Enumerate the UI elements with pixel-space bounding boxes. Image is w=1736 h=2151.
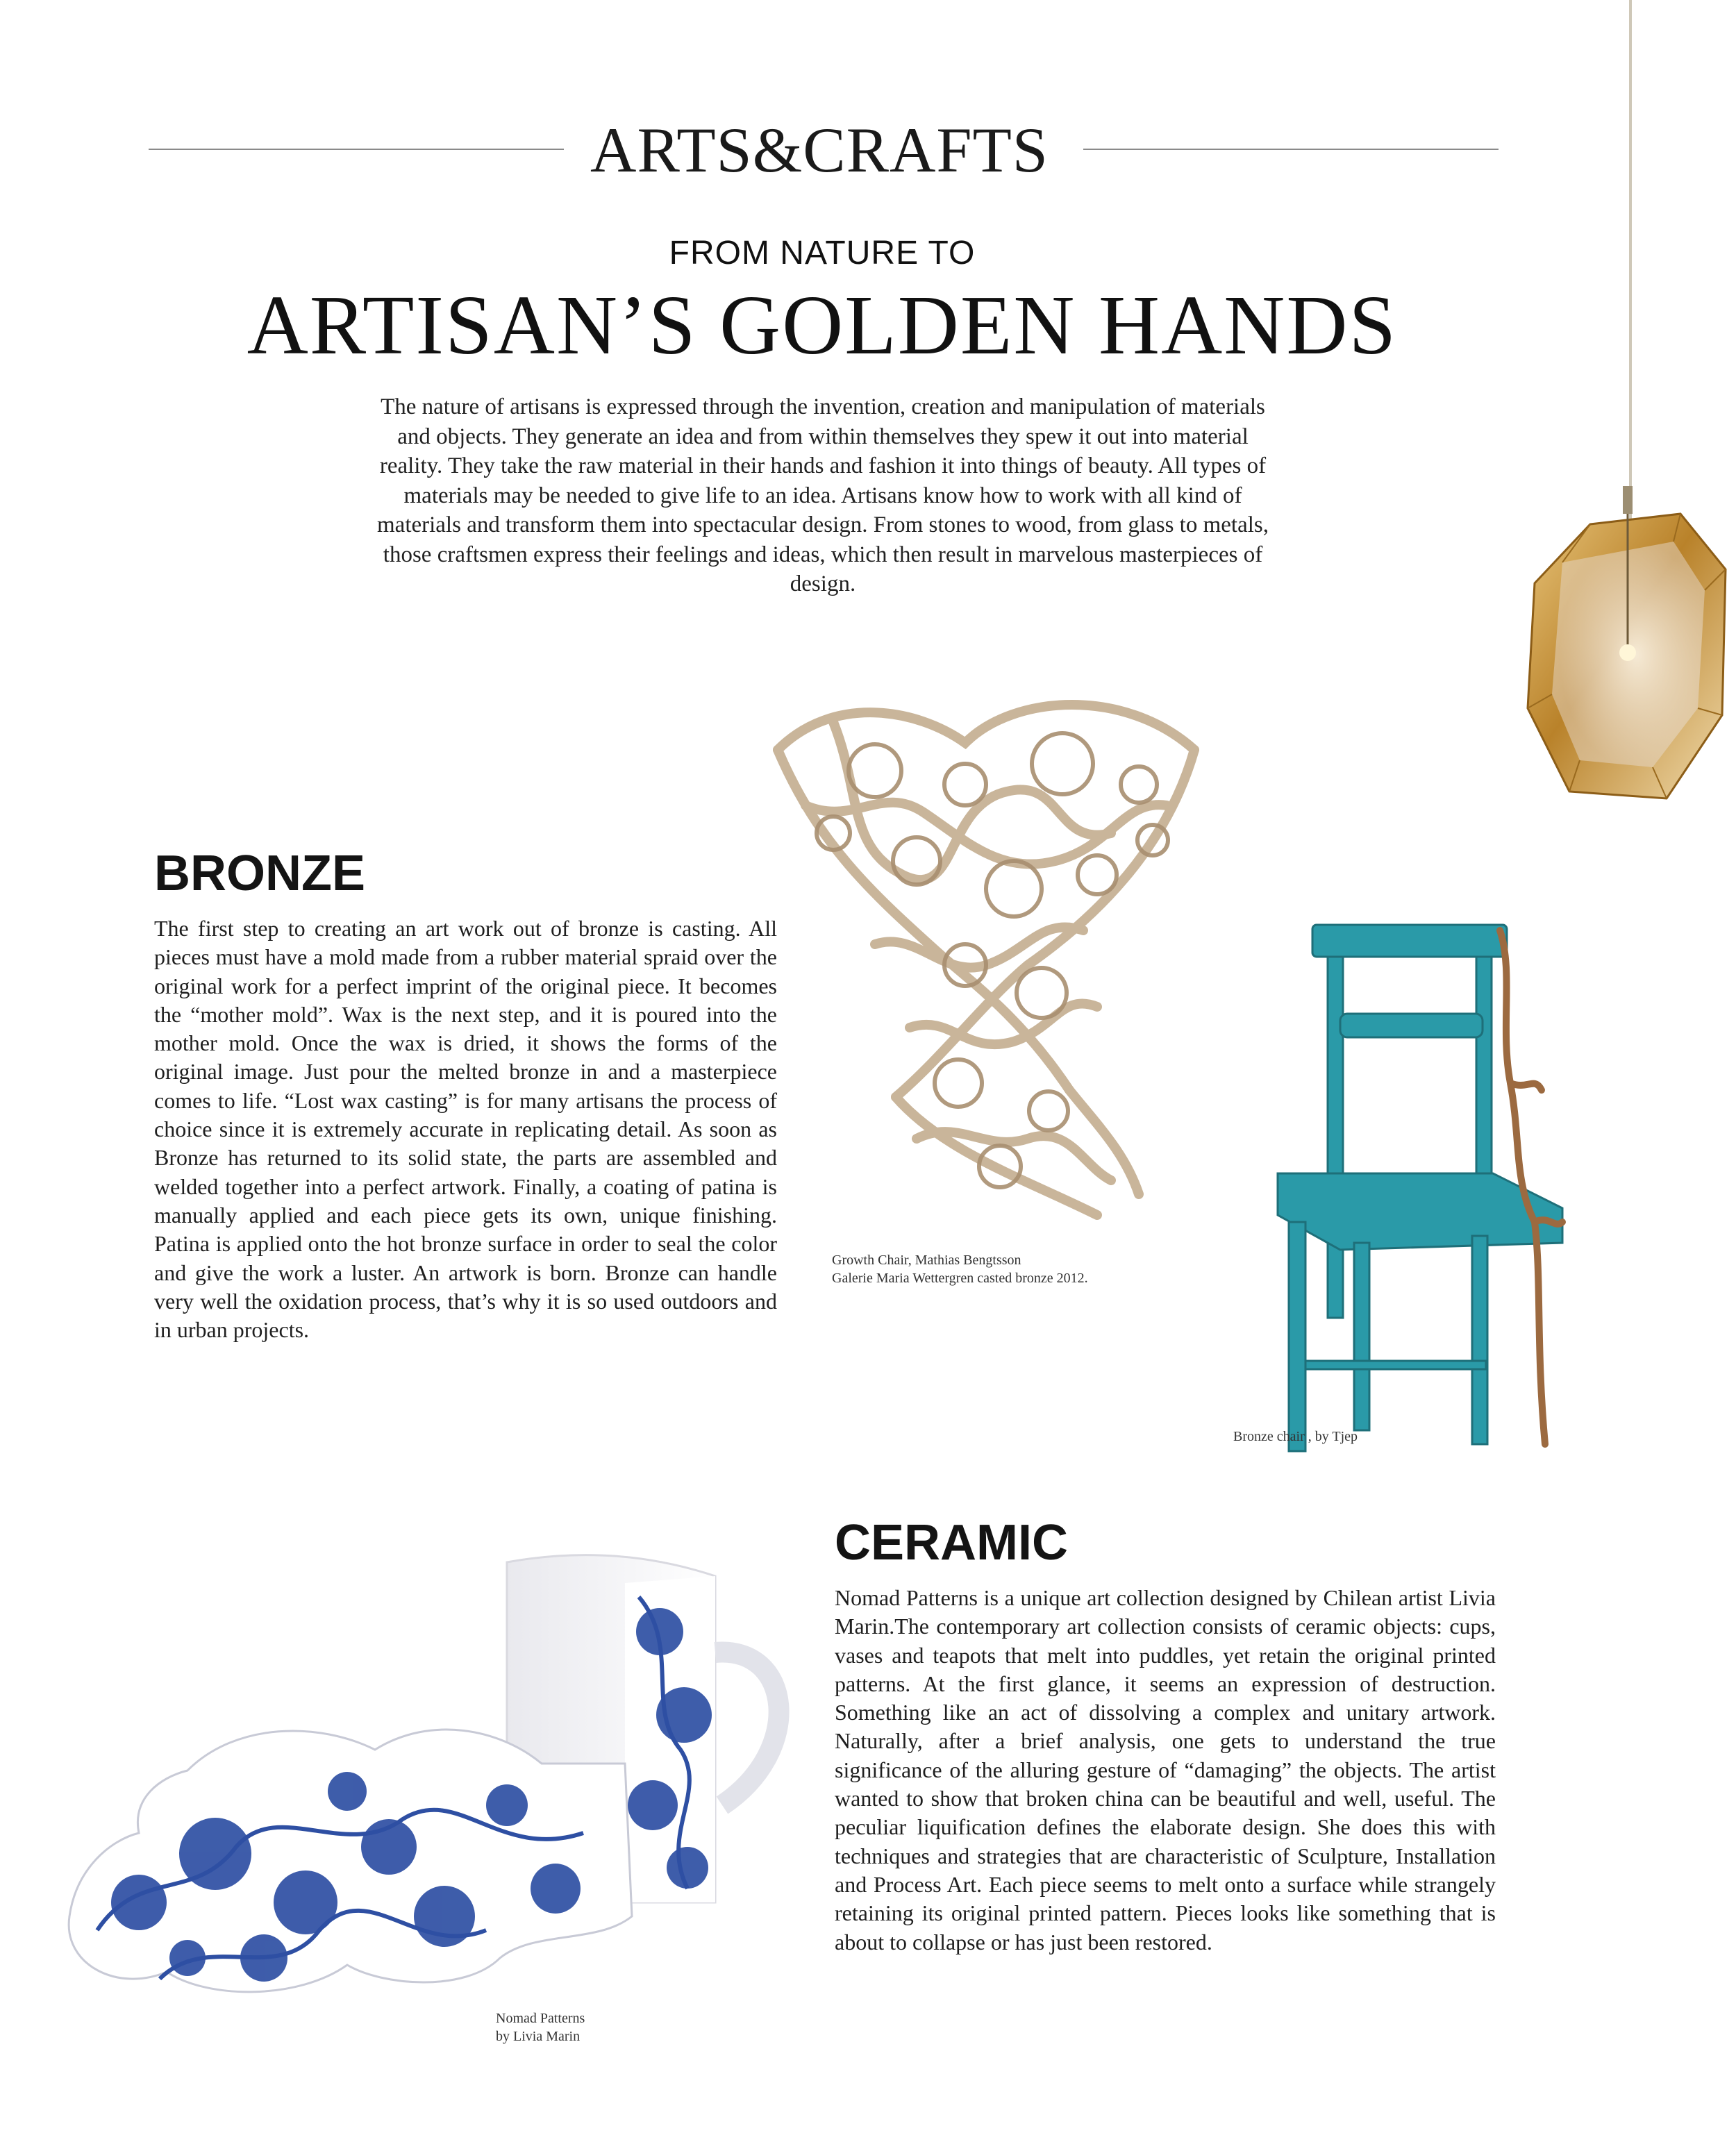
nomad-patterns-image [56,1541,833,2027]
caption-nomad-line2: by Livia Marin [496,2029,581,2044]
caption-nomad-line1: Nomad Patterns [496,2011,585,2026]
caption-bronze-chair: Bronze chair , by Tjep [1233,1429,1358,1444]
headline-kicker: FROM NATURE TO [669,235,976,271]
intro-paragraph: The nature of artisans is expressed through the invention, creation and manipulation of materials and objects. They generate an idea and from within themselves they spew it out into material reality. They take the raw material in their hands and fashion it into things of beauty. All types of materials may be needed to give life to an idea. Artisans know how to work with all kind of materials and transform them into spectacular design. From stones to wood, from glass to metals, those craftsmen express their feelings and ideas, which then result in marvelous masterpieces of design. [377,394,1269,596]
amber-pendant-lamp-image [1514,486,1736,819]
growth-chair-image [736,667,1236,1222]
section-title: ARTS&CRAFTS [590,115,1049,185]
ceramic-body: Nomad Patterns is a unique art collection designed by Chilean artist Livia Marin.The contemporary art collection consists of ceramic objects: cups, vases and teapots that melt into puddles, yet retain the original printed patterns. At the first glance, it seems an expression of destruction. Something like an act of dissolving a complex and unitary artwork. Naturally, after a brief analysis, one gets to understand the true significance of the alluring gesture of “damaging” the objects. The artist wanted to show that broken china can be beautiful and well, useful. The peculiar liquification defines the elaborate design. She does this with techniques and strategies that are characteristic of Sculpture, Installation and Process Art. Each piece seems to melt onto a surface while strangely retaining its original printed pattern. Pieces looks like something that is about to collapse or has just been restored. [835,1585,1496,1955]
header-rule-left [149,149,564,150]
caption-growth-chair-line1: Growth Chair, Mathias Bengtsson [832,1253,1021,1268]
section-heading-bronze: BRONZE [154,846,365,901]
header-rule-right [1083,149,1499,150]
bronze-chair-image [1264,917,1569,1458]
section-heading-ceramic: CERAMIC [835,1515,1068,1571]
pendant-cord [1629,0,1632,528]
caption-growth-chair-line2: Galerie Maria Wettergren casted bronze 2012. [832,1271,1088,1286]
bronze-body: The first step to creating an art work out of bronze is casting. All pieces must have a mold made from a rubber material spraid over the original work for a perfect imprint of the original piece. It becomes the “mother mold”. Wax is the next step, and it is poured into the mother mold. Once the wax is dried, it shows the forms of the original image. Just pour the melted bronze in and a masterpiece comes to life. “Lost wax casting” is for many artisans the process of choice since it is extremely accurate in replicating detail. As soon as Bronze has returned to its solid state, the parts are assembled and welded together into a perfect artwork. Finally, a coating of patina is manually applied and each piece gets its own, unique finishing. Patina is applied onto the hot bronze surface in order to seal the color and give the work a luster. An artwork is born. Bronze can handle very well the oxidation process, that’s why it is so used outdoors and in urban projects. [154,916,777,1343]
headline: ARTISAN’S GOLDEN HANDS [247,278,1398,372]
